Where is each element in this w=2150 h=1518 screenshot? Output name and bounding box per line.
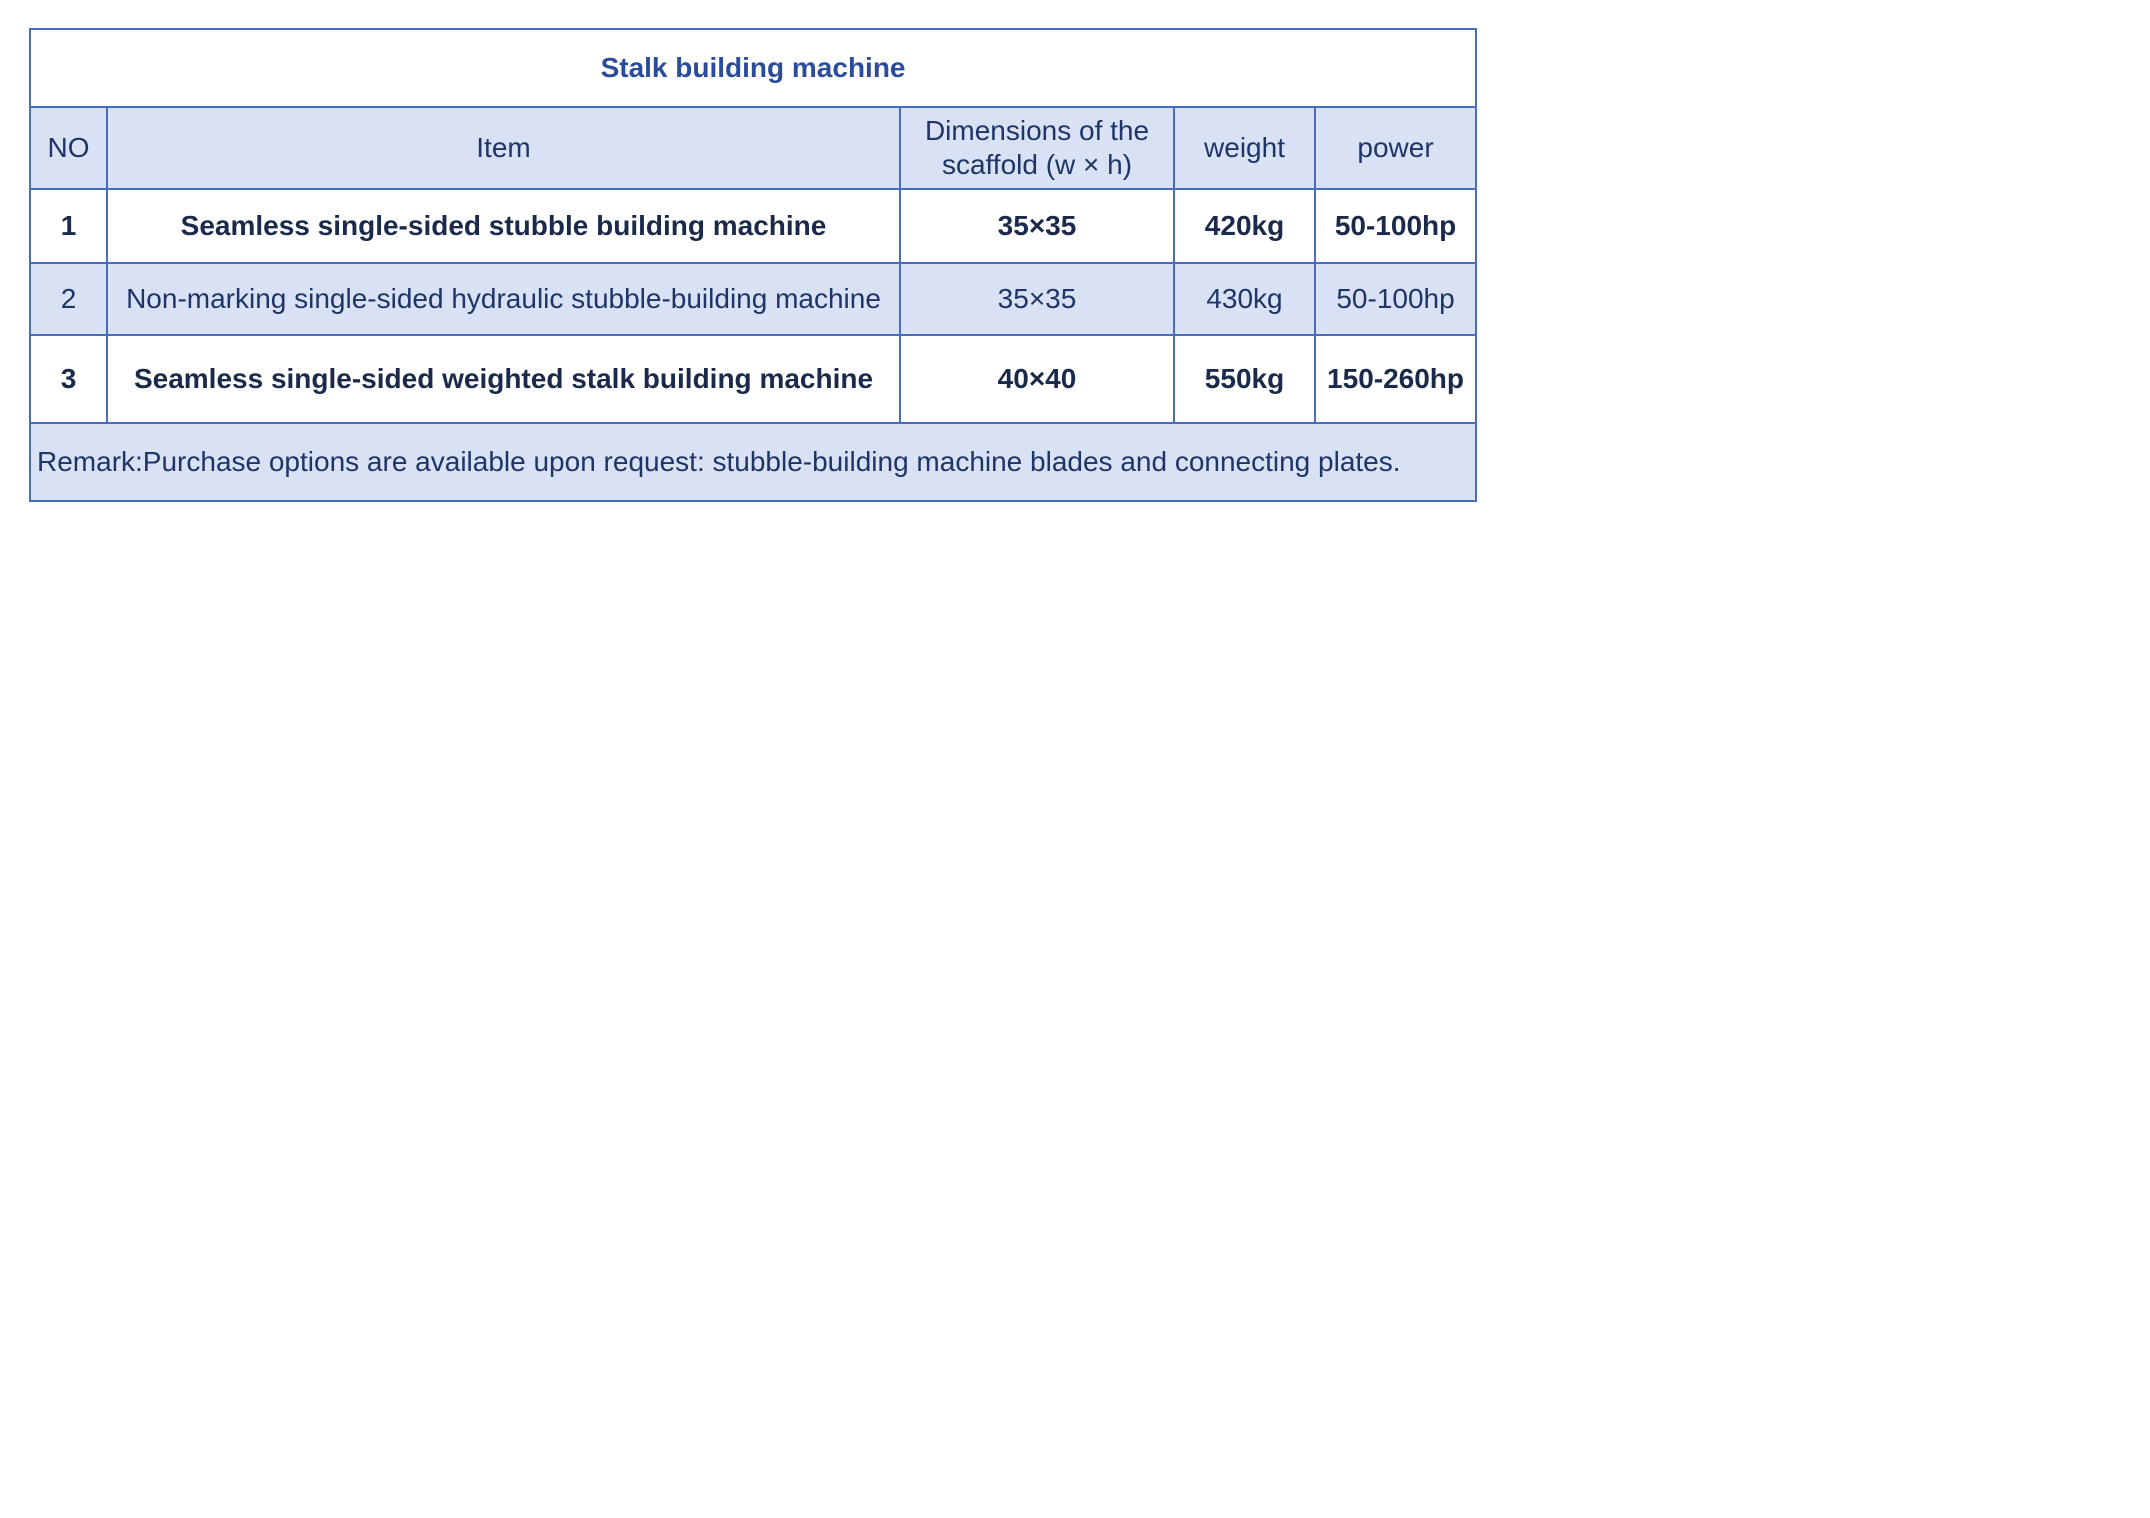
- title-row: [30, 29, 1476, 107]
- cell-no: 3: [30, 335, 107, 423]
- table-row: [30, 189, 1476, 263]
- header-no: NO: [30, 107, 107, 189]
- header-item: Item: [107, 107, 900, 189]
- table-row: [30, 335, 1476, 423]
- header-power: power: [1315, 107, 1476, 189]
- header-dimensions-line1: Dimensions of the: [924, 115, 1150, 146]
- cell-item: Seamless single-sided stubble building machine: [107, 189, 900, 263]
- cell-dimensions: 35×35: [900, 263, 1174, 335]
- spec-table: [29, 28, 1477, 502]
- cell-weight: 550kg: [1174, 335, 1315, 423]
- table-title: Stalk building machine: [30, 29, 1476, 107]
- header-dimensions: [900, 107, 1174, 189]
- header-row: [30, 107, 1476, 189]
- cell-no: 1: [30, 189, 107, 263]
- remark-row: [30, 423, 1476, 501]
- cell-power: 50-100hp: [1315, 263, 1476, 335]
- cell-dimensions: 35×35: [900, 189, 1174, 263]
- cell-weight: 420kg: [1174, 189, 1315, 263]
- remark-text: Remark:Purchase options are available upon request: stubble-building machine blades and connecting plates.: [30, 423, 1476, 501]
- cell-item: Non-marking single-sided hydraulic stubble-building machine: [107, 263, 900, 335]
- cell-power: 150-260hp: [1315, 335, 1476, 423]
- cell-no: 2: [30, 263, 107, 335]
- header-weight: weight: [1174, 107, 1315, 189]
- table-row: [30, 263, 1476, 335]
- cell-weight: 430kg: [1174, 263, 1315, 335]
- cell-dimensions: 40×40: [900, 335, 1174, 423]
- cell-power: 50-100hp: [1315, 189, 1476, 263]
- header-dimensions-line2: scaffold (w × h): [941, 149, 1133, 180]
- cell-item: Seamless single-sided weighted stalk building machine: [107, 335, 900, 423]
